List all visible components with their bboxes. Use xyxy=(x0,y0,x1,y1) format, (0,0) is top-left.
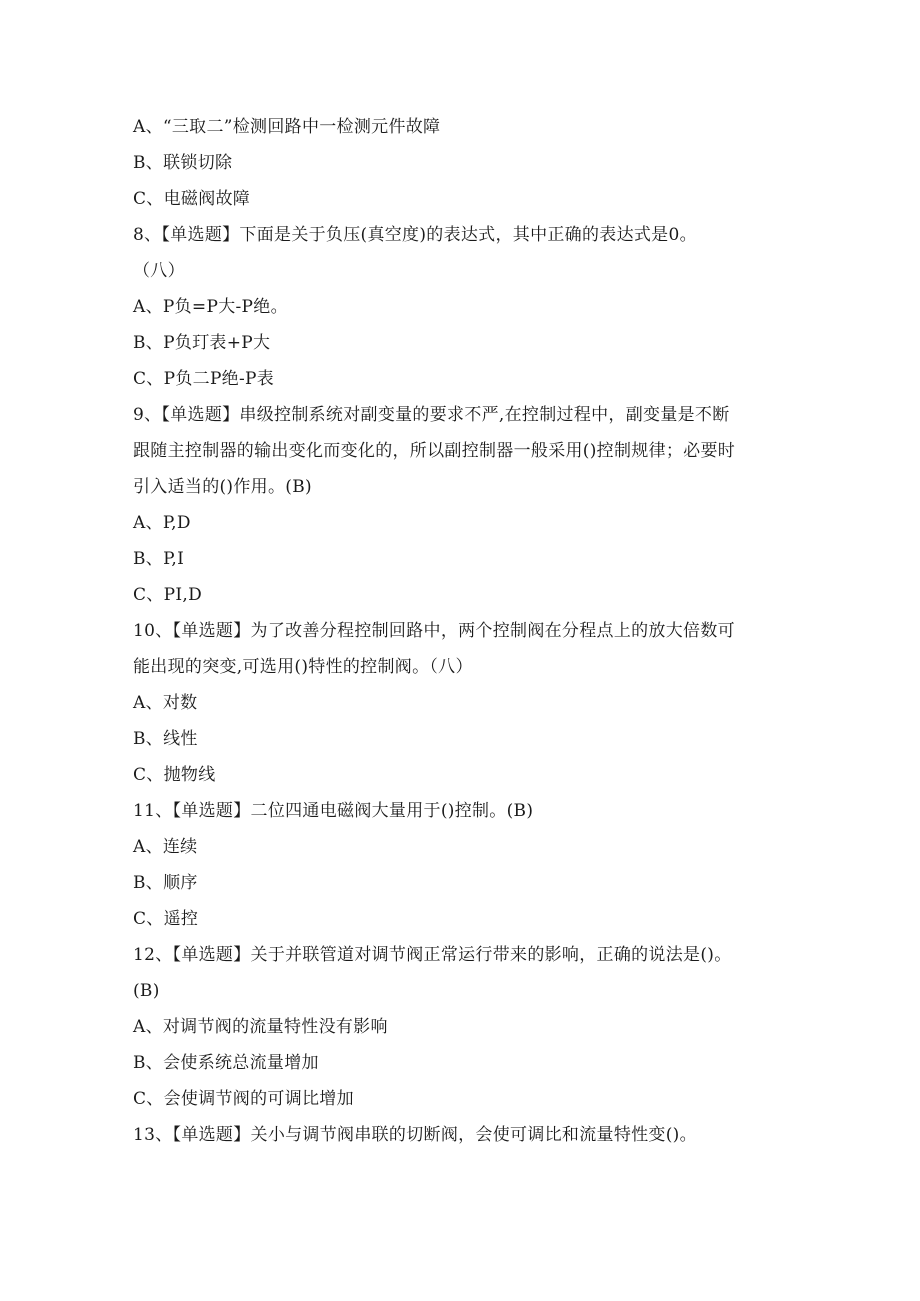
option-line: B、P负玎表+P大 xyxy=(133,333,271,353)
question-line: 引入适当的()作用。(B) xyxy=(133,477,312,497)
answer-line: （八） xyxy=(133,261,185,281)
option-line: A、“三取二”检测回路中一检测元件故障 xyxy=(133,117,441,137)
option-line: B、P,I xyxy=(133,549,185,569)
option-line: C、电磁阀故障 xyxy=(133,189,251,209)
question-line: 10、【单选题】为了改善分程控制回路中，两个控制阀在分程点上的放大倍数可 xyxy=(133,621,735,641)
option-line: C、PI,D xyxy=(133,585,202,605)
option-line: C、会使调节阀的可调比增加 xyxy=(133,1089,354,1109)
question-line: 9、【单选题】串级控制系统对副变量的要求不严,在控制过程中，副变量是不断 xyxy=(133,405,730,425)
question-line: 11、【单选题】二位四通电磁阀大量用于()控制。(B) xyxy=(133,801,534,821)
option-line: A、连续 xyxy=(133,837,198,857)
option-line: A、P,D xyxy=(133,513,191,533)
question-line: 13、【单选题】关小与调节阀串联的切断阀，会使可调比和流量特性变()。 xyxy=(133,1125,697,1145)
answer-line: (B) xyxy=(133,981,160,1001)
question-line: 能出现的突变,可选用()特性的控制阀。（八） xyxy=(133,657,473,677)
option-line: B、线性 xyxy=(133,729,198,749)
option-line: B、顺序 xyxy=(133,873,198,893)
option-line: C、抛物线 xyxy=(133,765,216,785)
option-line: C、P负二P绝-P表 xyxy=(133,369,275,389)
option-line: A、对调节阀的流量特性没有影响 xyxy=(133,1017,388,1037)
question-line: 12、【单选题】关于并联管道对调节阀正常运行带来的影响，正确的说法是()。 xyxy=(133,945,732,965)
option-line: B、会使系统总流量增加 xyxy=(133,1053,319,1073)
option-line: C、遥控 xyxy=(133,909,199,929)
question-line: 跟随主控制器的输出变化而变化的，所以副控制器一般采用()控制规律；必要时 xyxy=(133,441,736,461)
question-line: 8、【单选题】下面是关于负压(真空度)的表达式，其中正确的表达式是0。 xyxy=(133,225,697,245)
option-line: A、对数 xyxy=(133,693,198,713)
option-line: A、P负=P大-P绝。 xyxy=(133,297,288,317)
option-line: B、联锁切除 xyxy=(133,153,233,173)
